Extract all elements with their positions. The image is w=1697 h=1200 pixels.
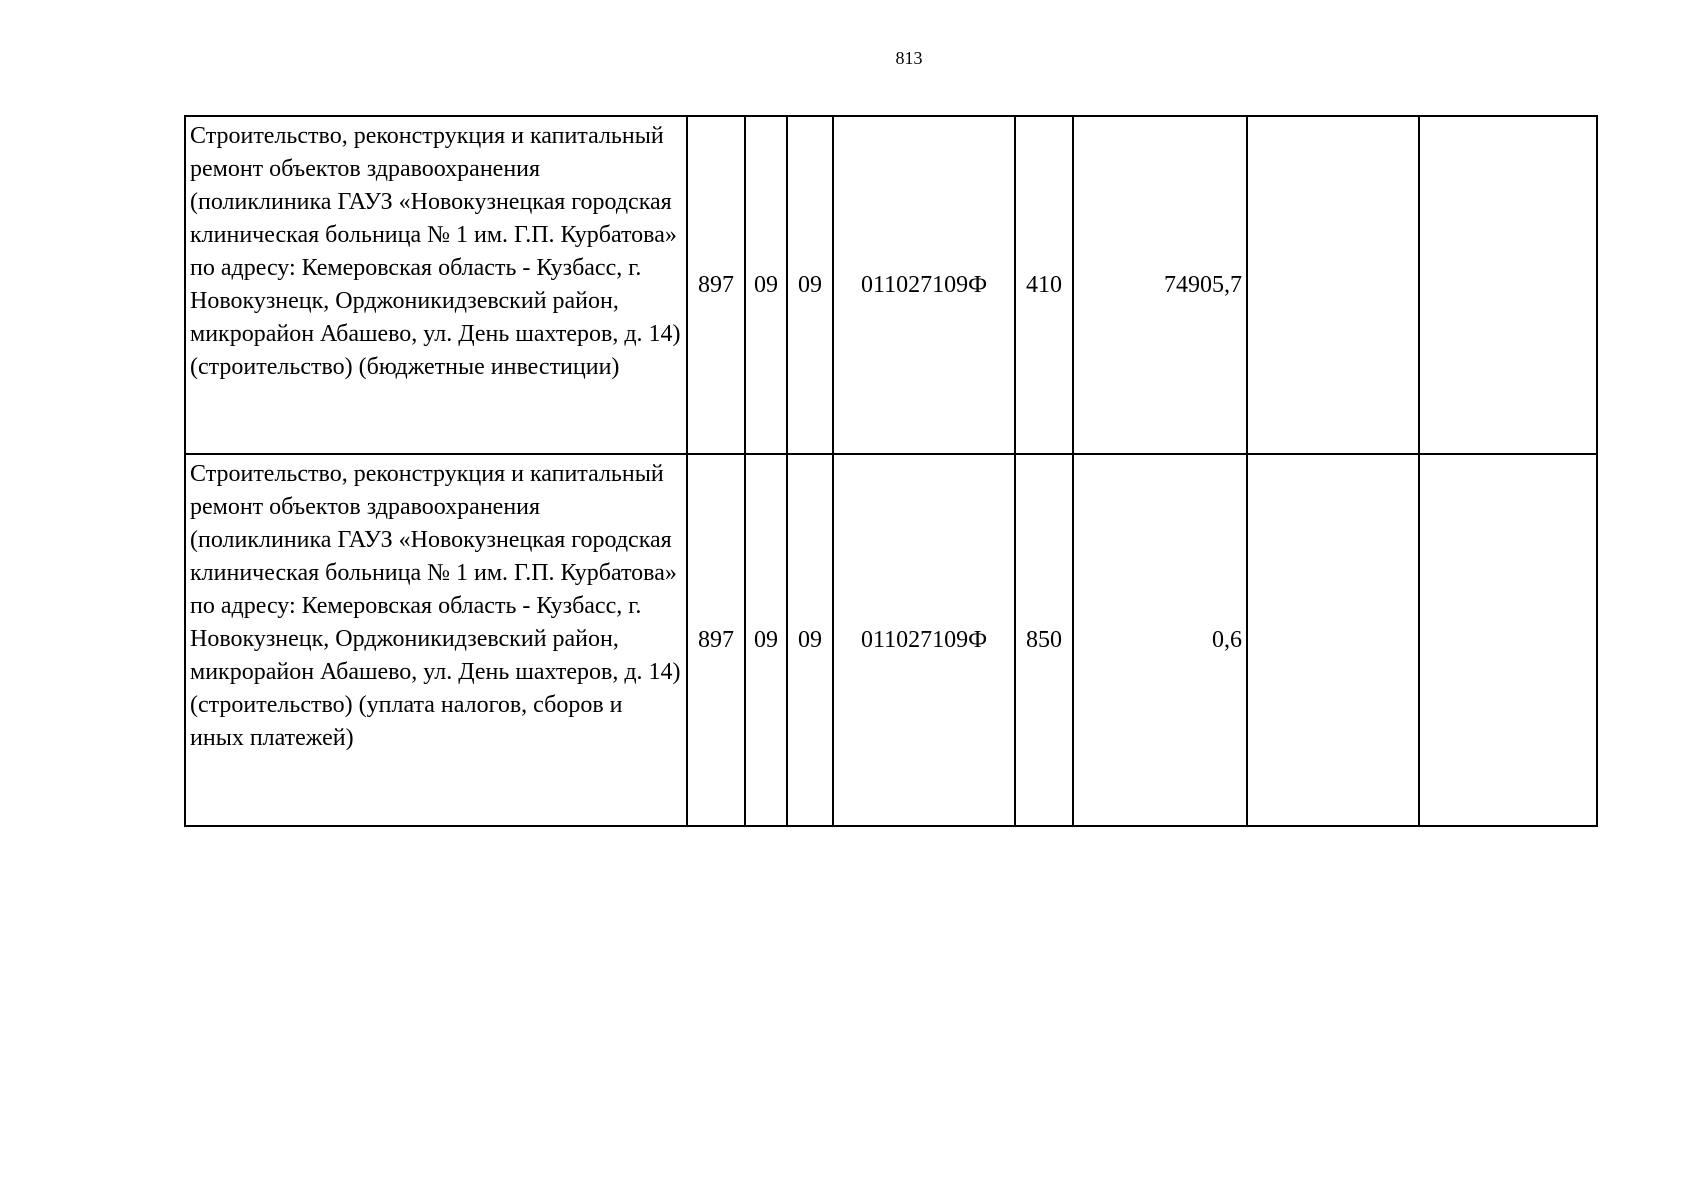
- ministry-code-cell: 897: [687, 454, 745, 826]
- budget-table: [184, 115, 1598, 827]
- section-cell: 09: [745, 454, 787, 826]
- empty-cell-9: [1419, 116, 1597, 454]
- table-row: [185, 116, 1597, 454]
- empty-cell-8: [1247, 454, 1419, 826]
- target-article-cell: 011027109Ф: [833, 454, 1015, 826]
- row-description: Строительство, реконструкция и капитальный ремонт объектов здравоохранения (поликлиника ГАУЗ «Новокузнецкая городская клиническая больница № 1 им. Г.П. Курбатова» по адресу: Кемеровская область - Кузбасс, г. Новокузнецк, Орджоникидзевский район, микрорайон Абашево, ул. День шахтеров, д. 14) (строительство) (уплата налогов, сборов и иных платежей): [185, 454, 687, 826]
- amount-cell: 0,6: [1073, 454, 1247, 826]
- empty-cell-9: [1419, 454, 1597, 826]
- expense-type-cell: 410: [1015, 116, 1073, 454]
- subsection-cell: 09: [787, 454, 833, 826]
- empty-cell-8: [1247, 116, 1419, 454]
- target-article-cell: 011027109Ф: [833, 116, 1015, 454]
- table-row: [185, 454, 1597, 826]
- subsection-cell: 09: [787, 116, 833, 454]
- section-cell: 09: [745, 116, 787, 454]
- ministry-code-cell: 897: [687, 116, 745, 454]
- page-number: 813: [895, 48, 923, 68]
- expense-type-cell: 850: [1015, 454, 1073, 826]
- row-description: Строительство, реконструкция и капитальный ремонт объектов здравоохранения (поликлиника ГАУЗ «Новокузнецкая городская клиническая больница № 1 им. Г.П. Курбатова» по адресу: Кемеровская область - Кузбасс, г. Новокузнецк, Орджоникидзевский район, микрорайон Абашево, ул. День шахтеров, д. 14) (строительство) (бюджетные инвестиции): [185, 116, 687, 454]
- amount-cell: 74905,7: [1073, 116, 1247, 454]
